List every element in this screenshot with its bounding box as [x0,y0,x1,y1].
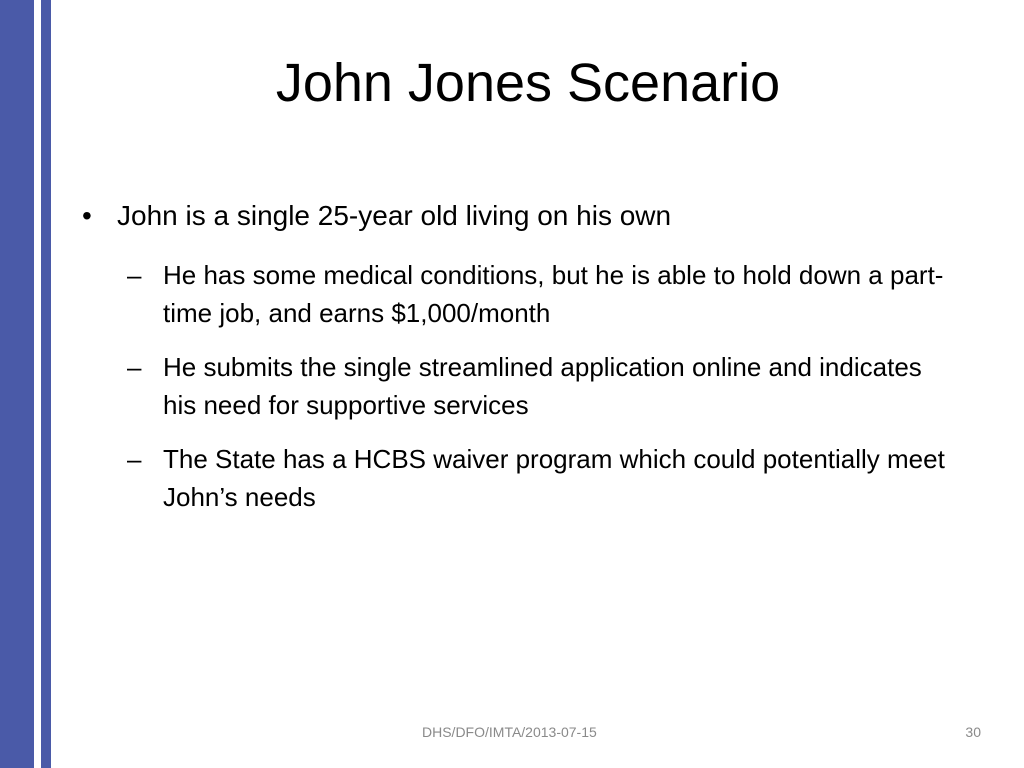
bullet-text: John is a single 25-year old living on his own [117,200,672,231]
bullet-marker: • [82,200,92,231]
sub-bullet-item [127,256,960,332]
bullet-item [80,196,960,236]
page-number: 30 [965,724,981,740]
sub-bullet-text: He submits the single streamlined application online and indicates his need for supportive services [163,352,922,420]
left-accent-bar-narrow [41,0,51,768]
dash-marker: – [127,260,142,290]
slide-body [80,196,960,532]
dash-marker: – [127,352,142,382]
slide-title: John Jones Scenario [275,53,781,113]
dash-marker: – [127,444,142,474]
sub-bullet-text: He has some medical conditions, but he is able to hold down a part-time job, and earns $1,000/month [163,260,944,328]
sub-bullet-item [127,440,960,516]
sub-bullet-item [127,348,960,424]
left-accent-bar-wide [0,0,34,768]
sub-bullet-text: The State has a HCBS waiver program which could potentially meet John’s needs [163,444,945,512]
footer-text: DHS/DFO/IMTA/2013-07-15 [422,724,597,740]
sub-bullet-list [80,256,960,516]
